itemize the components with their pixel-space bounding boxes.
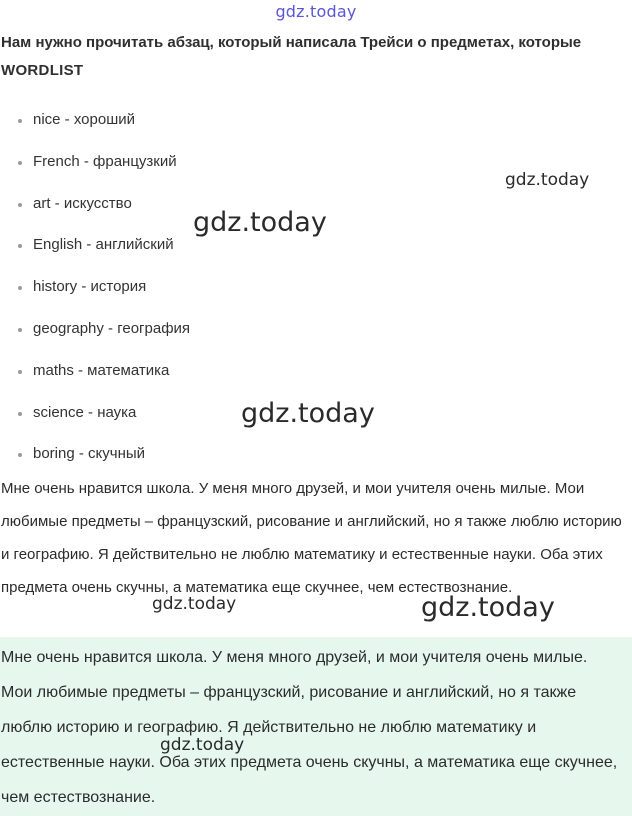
answer-paragraph: Мне очень нравится школа. У меня много друзей, и мои учителя очень милые. Мои любимые предметы – французский, рисование и английский, но я также люблю историю и географию. Я действительно не люблю математику и естественные науки. Оба этих предмета очень скучны, а математика еще скучнее, чем естествознание. [1, 649, 618, 806]
source-paragraph: Мне очень нравится школа. У меня много друзей, и мои учителя очень милые. Мои любимые предметы – французский, рисование и английский, но я также люблю историю и географию. Я действительно не люблю математику и естественные науки. Оба этих предмета очень скучны, а математика еще скучнее, чем естествознание. [1, 480, 622, 596]
site-watermark-top: gdz.today [275, 2, 357, 21]
list-item [0, 195, 190, 237]
list-item [0, 111, 190, 153]
list-item-text: science - наука [33, 403, 137, 421]
list-item-text: history - история [33, 278, 147, 296]
list-item-text: boring - скучный [33, 445, 146, 463]
bullet-icon [18, 453, 22, 457]
watermark: gdz.today [505, 170, 590, 190]
watermark: gdz.today [160, 735, 245, 755]
list-item [0, 153, 190, 195]
list-item-text: geography - география [33, 319, 191, 337]
bullet-icon [18, 203, 22, 207]
bullet-icon [18, 119, 22, 123]
bullet-icon [18, 161, 22, 165]
list-item-text: nice - хороший [33, 111, 135, 128]
list-item-text: French - французкий [33, 152, 177, 170]
bullet-icon [18, 286, 22, 290]
wordlist-title: WORDLIST [1, 62, 84, 79]
intro-text: Нам нужно прочитать абзац, который написала Трейси о предметах, которые [1, 34, 582, 51]
bullet-icon [18, 244, 22, 248]
watermark: gdz.today [152, 594, 237, 614]
list-item-text: English - английский [33, 236, 174, 254]
list-item [0, 236, 190, 278]
bullet-icon [18, 412, 22, 416]
bullet-icon [18, 370, 22, 374]
watermark: gdz.today [241, 398, 375, 429]
bullet-icon [18, 328, 22, 332]
watermark: gdz.today [193, 207, 327, 238]
wordlist [0, 111, 190, 487]
list-item [0, 278, 190, 320]
list-item [0, 320, 190, 362]
watermark: gdz.today [421, 592, 555, 623]
list-item [0, 404, 190, 446]
list-item [0, 362, 190, 404]
list-item-text: maths - математика [33, 361, 170, 379]
answer-box [0, 637, 632, 816]
list-item-text: art - искусство [33, 194, 132, 212]
